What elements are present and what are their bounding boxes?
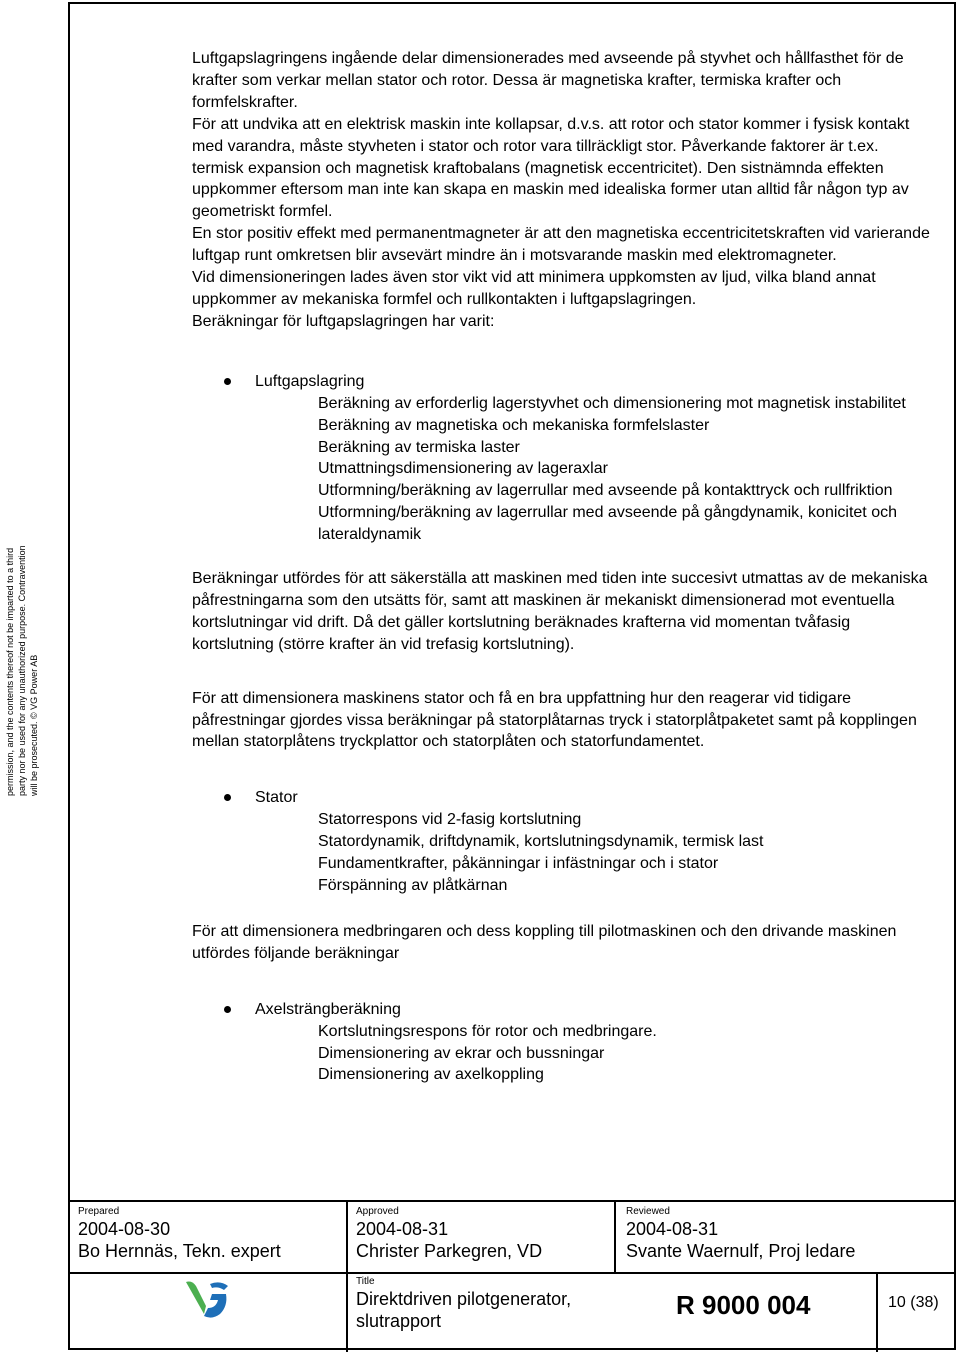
list-item: Fundamentkrafter, påkänningar i infästningar och i stator [318, 855, 719, 873]
approved-label: Approved [356, 1206, 399, 1217]
prepared-date: 2004-08-30 [78, 1219, 171, 1239]
list-item: Kortslutningsrespons för rotor och medbringare. [318, 1022, 657, 1040]
list-title-axelstrang: Axelsträngberäkning [192, 999, 932, 1021]
document-body [192, 48, 932, 1086]
title-line-2: slutrapport [356, 1311, 442, 1331]
document-number: R 9000 004 [676, 1290, 811, 1320]
vg-power-logo-icon [182, 1276, 232, 1322]
approved-by: Christer Parkegren, VD [356, 1241, 543, 1261]
company-logo [182, 1276, 232, 1327]
list-item: Statordynamik, driftdynamik, kortslutningsdynamik, termisk last [318, 833, 764, 851]
notice-line-1: permission, and the contents thereof not be imparted to a third [5, 547, 15, 796]
approved-date: 2004-08-31 [356, 1219, 449, 1239]
page-number: 10 (38) [888, 1294, 939, 1311]
list-item: Beräkning av termiska laster [318, 438, 520, 456]
list-title-stator: Stator [192, 787, 932, 809]
paragraph: Vid dimensioneringen lades även stor vikt vid att minimera uppkomsten av ljud, vilka bland annat uppkommer av mekaniska formfel och rullkontakten i luftgapslagringen. [192, 269, 876, 308]
confidentiality-notice [0, 536, 48, 796]
list-item: Utmattningsdimensionering av lageraxlar [318, 460, 608, 478]
list-item: Dimensionering av ekrar och bussningar [318, 1044, 605, 1062]
list-item: Förspänning av plåtkärnan [318, 877, 508, 894]
title-field [356, 1272, 571, 1332]
list-title-luftgapslagring: Luftgapslagring [192, 371, 932, 393]
reviewed-label: Reviewed [626, 1206, 670, 1217]
paragraph: En stor positiv effekt med permanentmagneter är att den magnetiska eccentricitetskraften vid varierande luftgap runt omkretsen blir avsevärt mindre än i motsvarande maskin med elektromagneter. [192, 225, 930, 265]
prepared-label: Prepared [78, 1206, 120, 1217]
reviewed-block [626, 1202, 855, 1262]
paragraph: För att dimensionera medbringaren och dess koppling till pilotmaskinen och den drivande maskinen utfördes följande beräkningar [192, 922, 897, 962]
list-item: Dimensionering av axelkoppling [318, 1066, 544, 1084]
list-item: Beräkning av erforderlig lagerstyvhet och dimensionering mot magnetisk instabilitet [318, 394, 906, 412]
list-item: Statorrespons vid 2-fasig kortslutning [318, 811, 582, 829]
list-item: Utformning/beräkning av lagerrullar med avseende på kontakttryck och rullfriktion [318, 482, 893, 500]
paragraph: Beräkningar för luftgapslagringen har varit: [192, 312, 495, 330]
paragraph: Luftgapslagringens ingående delar dimensionerades med avseende på styvhet och hållfasthet för de krafter som verkar mellan stator och rotor. Dessa är magnetiska krafter, termiska krafter och formfelskrafter. [192, 50, 904, 111]
reviewed-date: 2004-08-31 [626, 1219, 719, 1239]
paragraph: För att dimensionera maskinens stator och få en bra uppfattning hur den reagerar vid tidigare påfrestningar gjordes vissa beräkningar på statorplåtarnas tryck i statorplåtpaketet samt på kopplingen mellan statorplåtens tryckplattor och statorplåten och statorfundamentet. [192, 689, 917, 751]
prepared-by: Bo Hernnäs, Tekn. expert [78, 1241, 281, 1261]
list-item: Utformning/beräkning av lagerrullar med avseende på gångdynamik, konicitet och lateraldynamik [318, 504, 897, 544]
notice-line-2: party nor be used for any unauthorized purpose. Contravention [17, 545, 27, 796]
title-line-1: Direktdriven pilotgenerator, [356, 1289, 572, 1309]
title-block [68, 1200, 956, 1352]
paragraph: För att undvika att en elektrisk maskin inte kollapsar, d.v.s. att rotor och stator kommer i fysisk kontakt med varandra, måste styvheten i stator och rotor vara tillräckligt stor. Påverkande faktorer är t.ex. termisk expansion och magnetisk kraftobalans (magnetisk eccentricitet). Den sistnämnda effekten uppkommer eftersom man inte kan skapa en maskin med idealiska former utan alltid får någon typ av geometriskt formfel. [192, 115, 910, 221]
notice-line-3: will be prosecuted. © VG Power AB [29, 654, 39, 796]
title-label: Title [356, 1276, 375, 1287]
approved-block [356, 1202, 542, 1262]
reviewed-by: Svante Waernulf, Proj ledare [626, 1241, 856, 1261]
paragraph: Beräkningar utfördes för att säkerställa att maskinen med tiden inte succesivt utmattas av de mekaniska påfrestningarna som den utsätts för, samt att maskinen är mekaniskt dimensionerad mot eventuella kortslutningar vid drift. Då det gäller kortslutning beräknades krafterna vid momentan tvåfasig kortslutning (större krafter än vid trefasig kortslutning). [192, 570, 928, 653]
list-item: Beräkning av magnetiska och mekaniska formfelslaster [318, 416, 710, 434]
prepared-block [78, 1202, 281, 1262]
